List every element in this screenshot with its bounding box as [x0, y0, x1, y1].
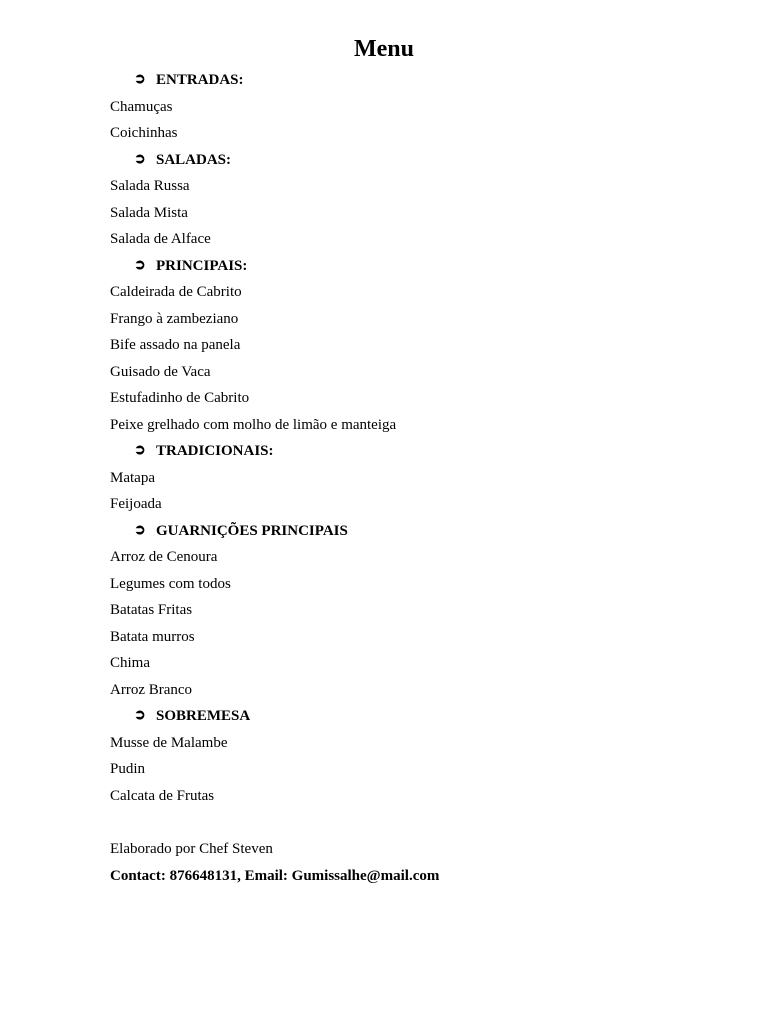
section-heading: [110, 67, 710, 94]
section-heading-label: SALADAS:: [156, 151, 232, 168]
menu-item: Legumes com todos: [110, 575, 231, 592]
menu-item: Salada de Alface: [110, 231, 211, 247]
section-heading-label: GUARNIÇÕES PRINCIPAIS: [156, 522, 348, 539]
menu-item: Coichinhas: [110, 125, 178, 141]
section-heading: [110, 253, 710, 280]
menu-item: Bife assado na panela: [110, 337, 241, 353]
menu-item: Batatas Fritas: [110, 602, 193, 618]
arrow-bullet-icon: ➲: [134, 522, 146, 538]
menu-item: Calcata de Frutas: [110, 787, 215, 804]
menu-item: Chima: [110, 655, 150, 671]
menu-item: Frango à zambeziano: [110, 310, 239, 327]
section-heading-label: ENTRADAS:: [156, 72, 244, 88]
menu-item: Matapa: [110, 469, 155, 486]
menu-item: Salada Russa: [110, 178, 190, 194]
arrow-bullet-icon: ➲: [134, 708, 146, 723]
page-title: Menu: [354, 36, 414, 62]
arrow-bullet-icon: ➲: [134, 151, 146, 167]
section-heading-label: SOBREMESA: [156, 708, 251, 724]
arrow-bullet-icon: ➲: [134, 443, 146, 458]
menu-item: Peixe grelhado com molho de limão e manteiga: [110, 416, 397, 433]
section-heading: [110, 147, 710, 174]
footer: [110, 836, 710, 889]
menu-item: Pudin: [110, 761, 146, 777]
contact-info: Contact: 876648131, Email: Gumissalhe@mail.com: [110, 867, 440, 884]
menu-item: Arroz Branco: [110, 681, 193, 698]
menu-item: Salada Mista: [110, 204, 188, 221]
menu-item: Estufadinho de Cabrito: [110, 390, 250, 406]
menu-item: Chamuças: [110, 98, 173, 115]
menu-item: Arroz de Cenoura: [110, 549, 218, 565]
arrow-bullet-icon: ➲: [134, 72, 146, 87]
section-heading-label: TRADICIONAIS:: [156, 443, 274, 459]
menu-item: Caldeirada de Cabrito: [110, 284, 242, 300]
menu-list: [110, 67, 710, 809]
section-heading: [110, 438, 710, 465]
prepared-by-text: Elaborado por Chef Steven: [110, 841, 273, 857]
menu-item: Feijoada: [110, 496, 162, 512]
menu-item: Musse de Malambe: [110, 734, 228, 751]
menu-item: Batata murros: [110, 628, 195, 645]
menu-item: Guisado de Vaca: [110, 363, 211, 380]
section-heading: [110, 703, 710, 730]
section-heading: [110, 518, 710, 545]
arrow-bullet-icon: ➲: [134, 257, 146, 273]
section-heading-label: PRINCIPAIS:: [156, 257, 248, 274]
